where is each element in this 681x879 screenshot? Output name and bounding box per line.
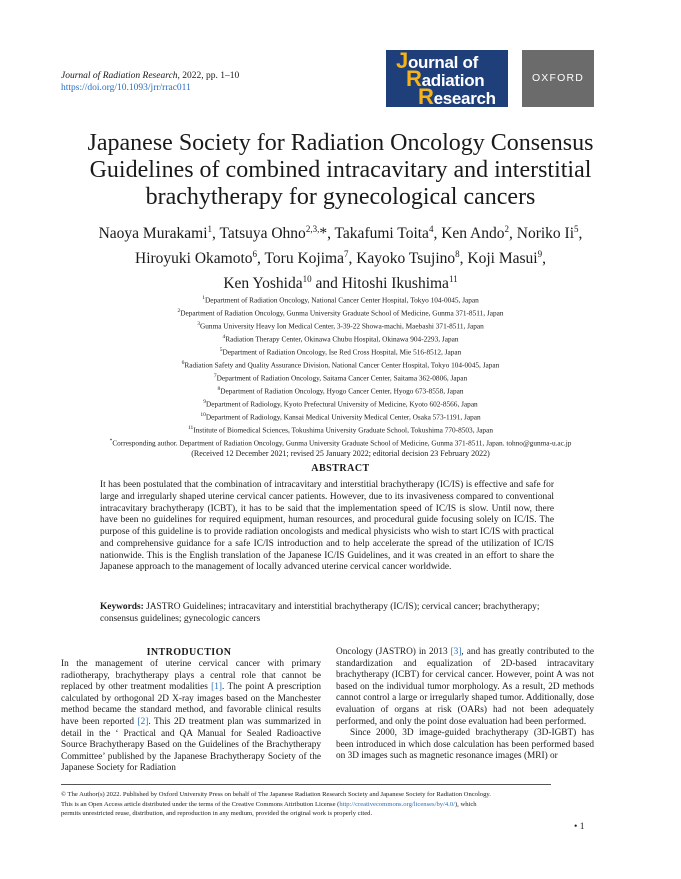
copyright-footer: © The Author(s) 2022. Published by Oxford University Press on behalf of The Japanese Radiation Research Society and Japanese Society for Radiation Oncology. This is an Open Access article distributed under the terms of the Creative Commons Attribution License (http://creativecommons.org/licenses/by/4.0/), which permits unrestricted reuse, distribution, and reproduction in any medium, provided the original work is properly cited. (61, 791, 491, 817)
author-name: Koji Masui (467, 250, 538, 268)
received-dates: (Received 12 December 2021; revised 25 January 2022; editorial decision 23 February 2022) (191, 449, 490, 459)
author-name: Hiroyuki Okamoto (135, 250, 253, 268)
author-name: Hitoshi Ikushima (341, 275, 449, 293)
keywords (100, 602, 554, 626)
oxford-logo: OXFORD (522, 50, 594, 107)
affiliation-item: $^{11}$Institute of Biomedical Sciences, Tokushima University Graduate School, Tokushima 770-8503, Japan (188, 425, 493, 435)
citation-link[interactable]: [3] (450, 647, 462, 657)
affiliation-item: $^8$Department of Radiation Oncology, Hyogo Cancer Center, Hyogo 673-8558, Japan (217, 386, 464, 396)
affiliations (20, 293, 661, 460)
footer-divider (61, 784, 551, 785)
affiliation-item: $^2$Department of Radiation Oncology, Gunma University Graduate School of Medicine, Gunma 371-8511, Japan (177, 308, 504, 318)
affiliation-item: $^7$Department of Radiation Oncology, Saitama Cancer Center, Saitama 362-0806, Japan (213, 373, 468, 383)
intro-paragraph-1: In the management of uterine cervical cancer with primary radiotherapy, brachytherapy plays a central role that cannot be replaced by other treatment modalities [1]. The point A prescription calculated by orthogonal 2D X-ray images based on the Manchester method became the standard method, and favorable clinical results have been reported [2]. This 2D treatment plan was summarized in detail in the ‘ Practical and QA Manual for Sealed Radioactive Source Brachytherapy Based on the Guidelines of the Brachytherapy Committee’ published by the Japanese Brachytherapy Society of the Japanese Society for Radiation (61, 659, 321, 774)
body-column-right (336, 647, 594, 763)
author-name: Tatsuya Ohno (219, 225, 306, 243)
keywords-label: Keywords: (100, 602, 144, 612)
paper-title: Japanese Society for Radiation Oncology Consensus Guidelines of combined intracavitary and interstitial brachytherapy for gynecological cancers (87, 130, 594, 210)
affiliation-item: $^5$Department of Radiation Oncology, Ise Red Cross Hospital, Mie 516-8512, Japan (219, 347, 462, 357)
author-name: Noriko Ii (516, 225, 575, 243)
abstract-text: It has been postulated that the combination of intracavitary and interstitial brachytherapy (IC/IS) is effective and safe for large and irregularly shaped uterine cervical cancer patients. However, due to its invasiveness compared to conventional intracavitary brachytherapy (ICBT), it has to be said that the implementation speed of IC/IS is slow. Until now, there have been no guidelines for required equipment, human resources, and procedural guide focusing solely on IC/IS. The purpose of this guideline is to provide radiation oncologists and medical physicists who wish to start IC/IS with practical and comprehensive guidance for a safe IC/IS introduction and to help accelerate the spread of the utilization of IC/IS nationwide. This is the English translation of the Japanese IC/IS Guidelines, and it was created in an effort to share the Japanese approach to the management of locally advanced uterine cervical cancer worldwide. (100, 480, 554, 573)
intro-paragraph-1-cont: Oncology (JASTRO) in 2013 [3], and has greatly contributed to the standardization and equalization of 2D-based intracavitary brachytherapy (ICBT) for cervical cancer. However, point A was not based on the individual tumor morphology. As a result, 2D methods cannot control a large or irregularly shaped tumor. Additionally, dose evaluation of organs at risk (OARs) had not been adequately performed, and only the point dose evaluation had been performed. (336, 647, 594, 727)
affiliation-item: $^{10}$Department of Radiology, Kansai Medical University Medical Center, Osaka 573-1191, Japan (200, 412, 481, 422)
author-name: Toru Kojima (264, 250, 344, 268)
author-name: Ken Ando (441, 225, 505, 243)
author-name: Kayoko Tsujino (356, 250, 456, 268)
page-number: • 1 (574, 822, 585, 832)
affiliation-item: $^3$Gunma University Heavy Ion Medical Center, 3-39-22 Showa-machi, Maebashi 371-8511, Japan (197, 321, 484, 331)
journal-citation (61, 70, 239, 94)
year-pages: , 2022, pp. 1–10 (177, 71, 240, 81)
corresponding-author: *Corresponding author. Department of Radiation Oncology, Gunma University Graduate School of Medicine, Gunma 371-8511, Japan. tohno@gunma-u.ac.jp (109, 438, 572, 448)
author-list: Naoya Murakami$^1$, Tatsuya Ohno$^{2,3,}$*, Takafumi Toita$^4$, Ken Ando$^2$, Noriko Ii$^5$, Hiroyuki Okamoto$^6$, Toru Kojima$^7$, Kayoko Tsujino$^8$, Koji Masui$^9$, Ken Yoshida$^{10}$ and Hitoshi Ikushima$^{11}$ (98, 224, 583, 293)
license-link[interactable]: http://creativecommons.org/licenses/by/4.0/ (339, 800, 455, 808)
affiliation-item: $^9$Department of Radiology, Kyoto Prefectural University of Medicine, Kyoto 602-8566, Japan (203, 399, 478, 409)
intro-paragraph-2: Since 2000, 3D image-guided brachytherapy (3D-IGBT) has been introduced in which dose calculation has been performed based on 3D images such as magnetic resonance images (MRI) or (336, 728, 594, 762)
affiliation-item: $^4$Radiation Therapy Center, Okinawa Chubu Hospital, Okinawa 904-2293, Japan (222, 334, 459, 344)
affiliation-item: $^6$Radiation Safety and Quality Assurance Division, National Cancer Center Hospital, Tokyo 104-0045, Japan (181, 360, 500, 370)
author-name: Takafumi Toita (334, 225, 429, 243)
body-column-left (61, 659, 321, 775)
journal-name: Journal of Radiation Research (61, 71, 178, 81)
affiliation-item: $^1$Department of Radiation Oncology, National Cancer Center Hospital, Tokyo 104-0045, Japan (202, 295, 479, 305)
author-name: Naoya Murakami (98, 225, 208, 243)
doi-link[interactable]: https://doi.org/10.1093/jrr/rrac011 (61, 83, 191, 93)
introduction-heading: INTRODUCTION (146, 647, 232, 658)
keywords-text: JASTRO Guidelines; intracavitary and interstitial brachytherapy (IC/IS); cervical cancer; brachytherapy; consensus guidelines; gynecologic cancers (100, 602, 540, 624)
journal-logo: Journal of Radiation Research (386, 50, 508, 107)
citation-link[interactable]: [2] (137, 716, 149, 727)
abstract-heading: ABSTRACT (311, 463, 370, 474)
author-name: Ken Yoshida (223, 275, 303, 293)
citation-link[interactable]: [1] (211, 682, 223, 693)
